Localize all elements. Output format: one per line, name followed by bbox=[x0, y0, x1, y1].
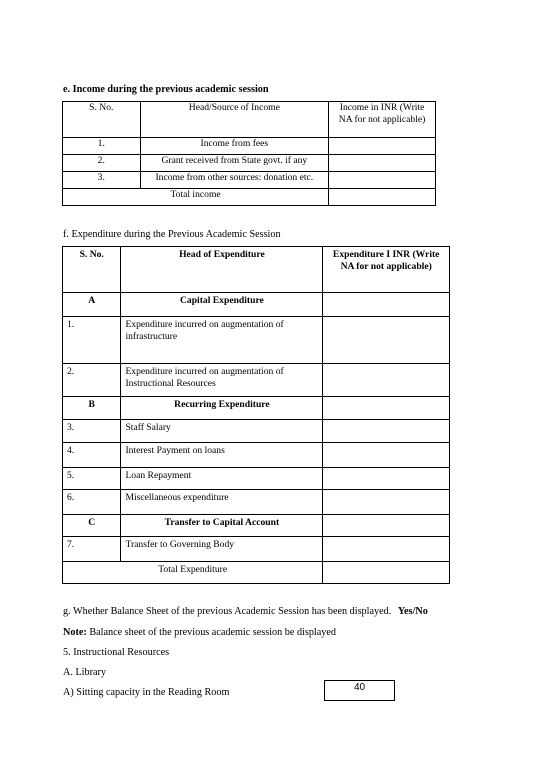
group-code: C bbox=[63, 515, 121, 537]
table-row bbox=[63, 468, 450, 490]
row-sno: 6. bbox=[63, 490, 121, 515]
table-row bbox=[63, 172, 436, 189]
row-head: Income from fees bbox=[140, 138, 329, 155]
group-row-b bbox=[63, 397, 450, 420]
group-code: A bbox=[63, 293, 121, 317]
row-amount[interactable] bbox=[323, 490, 450, 515]
table-row bbox=[63, 420, 450, 443]
row-amount[interactable] bbox=[323, 420, 450, 443]
row-sno: 3. bbox=[63, 420, 121, 443]
group-row-c bbox=[63, 515, 450, 537]
total-expenditure-amount[interactable] bbox=[323, 562, 450, 584]
section-5-title: 5. Instructional Resources bbox=[63, 647, 170, 658]
group-row-a bbox=[63, 293, 450, 317]
row-sno: 1. bbox=[63, 317, 121, 364]
section-f-title: f. Expenditure during the Previous Academic Session bbox=[63, 229, 281, 240]
row-amount[interactable] bbox=[323, 468, 450, 490]
table-row bbox=[63, 490, 450, 515]
header-sno: S. No. bbox=[63, 102, 141, 138]
row-head: Interest Payment on loans bbox=[121, 443, 323, 468]
row-head: Miscellaneous expenditure bbox=[121, 490, 323, 515]
row-sno: 3. bbox=[63, 172, 141, 189]
table-row bbox=[63, 317, 450, 364]
row-sno: 7. bbox=[63, 537, 121, 562]
section-e-title: e. Income during the previous academic session bbox=[63, 84, 269, 95]
section-g bbox=[63, 606, 428, 617]
row-head: Transfer to Governing Body bbox=[121, 537, 323, 562]
group-amount[interactable] bbox=[323, 293, 450, 317]
total-expenditure-label: Total Expenditure bbox=[63, 562, 323, 584]
row-amount[interactable] bbox=[323, 537, 450, 562]
table-row bbox=[63, 155, 436, 172]
library-title: A. Library bbox=[63, 667, 106, 678]
section-g-answer: Yes/No bbox=[397, 606, 428, 617]
row-amount[interactable] bbox=[329, 138, 436, 155]
note bbox=[63, 627, 336, 638]
row-sno: 1. bbox=[63, 138, 141, 155]
header-head: Head of Expenditure bbox=[121, 247, 323, 293]
note-text: Balance sheet of the previous academic session be displayed bbox=[89, 627, 336, 638]
row-amount[interactable] bbox=[323, 364, 450, 397]
expenditure-table bbox=[62, 246, 450, 584]
row-head: Income from other sources: donation etc. bbox=[140, 172, 329, 189]
header-sno: S. No. bbox=[63, 247, 121, 293]
group-label: Capital Expenditure bbox=[121, 293, 323, 317]
header-amount: Income in INR (Write NA for not applicable) bbox=[329, 102, 436, 138]
row-sno: 2. bbox=[63, 364, 121, 397]
table-row bbox=[63, 537, 450, 562]
row-sno: 5. bbox=[63, 468, 121, 490]
page-number: 40 bbox=[324, 680, 395, 701]
group-amount[interactable] bbox=[323, 515, 450, 537]
income-table bbox=[62, 101, 436, 206]
row-amount[interactable] bbox=[323, 443, 450, 468]
row-amount[interactable] bbox=[323, 317, 450, 364]
header-amount: Expenditure I INR (Write NA for not applicable) bbox=[323, 247, 450, 293]
total-row bbox=[63, 189, 436, 206]
row-head: Loan Repayment bbox=[121, 468, 323, 490]
group-label: Recurring Expenditure bbox=[121, 397, 323, 420]
header-head: Head/Source of Income bbox=[140, 102, 329, 138]
row-amount[interactable] bbox=[329, 155, 436, 172]
group-amount[interactable] bbox=[323, 397, 450, 420]
total-row bbox=[63, 562, 450, 584]
row-sno: 4. bbox=[63, 443, 121, 468]
section-g-text: g. Whether Balance Sheet of the previous Academic Session has been displayed. bbox=[63, 606, 392, 617]
row-head: Expenditure incurred on augmentation of infrastructure bbox=[121, 317, 323, 364]
total-income-amount[interactable] bbox=[329, 189, 436, 206]
group-label: Transfer to Capital Account bbox=[121, 515, 323, 537]
row-head: Staff Salary bbox=[121, 420, 323, 443]
row-amount[interactable] bbox=[329, 172, 436, 189]
sitting-capacity-label: A) Sitting capacity in the Reading Room bbox=[63, 687, 230, 698]
group-code: B bbox=[63, 397, 121, 420]
note-label: Note: bbox=[63, 627, 87, 638]
table-row bbox=[63, 443, 450, 468]
table-header-row bbox=[63, 247, 450, 293]
row-sno: 2. bbox=[63, 155, 141, 172]
row-head: Expenditure incurred on augmentation of Instructional Resources bbox=[121, 364, 323, 397]
total-income-label: Total income bbox=[63, 189, 329, 206]
row-head: Grant received from State govt. if any bbox=[140, 155, 329, 172]
table-row bbox=[63, 138, 436, 155]
table-row bbox=[63, 364, 450, 397]
table-header-row bbox=[63, 102, 436, 138]
